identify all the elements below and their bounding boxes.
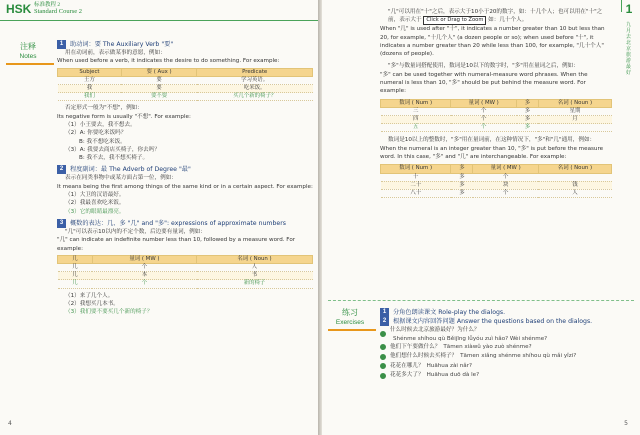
table-cell: 月 xyxy=(538,116,611,124)
page-number-right: 5 xyxy=(624,420,628,427)
section-1-negative-en: Its negative form is usually "不想". For example: xyxy=(57,113,191,120)
table-cell: 四 xyxy=(381,116,451,124)
section-1-intro-en: When used before a verb, it indicates the desire to do something. For example: xyxy=(57,58,280,65)
table-cell: 钱 xyxy=(538,181,611,189)
paragraph-1-cn-text: "几"可以用在"十"之后，表示大于10小于20的数字，如：十几个人；也可以用在"十"之前，表示大于 xyxy=(388,9,603,24)
table-header-cell: 多 xyxy=(517,99,539,107)
table-cell: 个 xyxy=(451,124,517,132)
table-cell: 个 xyxy=(451,116,517,124)
table-cell: 本 xyxy=(92,272,196,280)
question-item xyxy=(380,326,612,343)
table-cell: 多 xyxy=(517,124,539,132)
table-cell: 多 xyxy=(451,181,473,189)
table-cell: 个 xyxy=(92,264,196,272)
table-cell: 新的椅子 xyxy=(197,280,313,288)
table-cell: 星期 xyxy=(538,107,611,115)
example-line: （2）A: 你要吃米饭吗？ xyxy=(65,130,127,137)
table-cell: 买几个新的椅子？ xyxy=(197,93,313,101)
section-1-number: 1 xyxy=(57,40,66,49)
example-line: （2）我最喜欢吃米饭。 xyxy=(65,200,125,207)
table-cell: 多 xyxy=(517,107,539,115)
section-3-number: 3 xyxy=(57,219,66,228)
example-line: （1）大卫的汉语最好。 xyxy=(65,192,125,199)
table-cell: 个 xyxy=(92,280,196,288)
paragraph-3-cn: 数词是10以上的整数时，"多"用在量词前，在这种情况下，"多"和"几"通用，例如： xyxy=(388,137,596,144)
bullet-dot-icon xyxy=(380,363,386,369)
table-header-cell: 名词 ( Noun ) xyxy=(538,165,611,173)
table-row xyxy=(381,116,612,124)
table-cell: 几 xyxy=(58,272,93,280)
exercises-label-en: Exercises xyxy=(335,319,365,326)
exercises-content xyxy=(380,308,612,381)
question-cn: 他们下午要做什么？ xyxy=(390,343,441,350)
exercises-label xyxy=(328,308,372,328)
chapter-number: 1 xyxy=(625,2,633,16)
table-cell: 二十 xyxy=(381,181,451,189)
table-row xyxy=(381,173,612,181)
table-header-cell: 名词 ( Noun ) xyxy=(197,255,313,263)
header-rule xyxy=(0,20,318,21)
paragraph-2-en: "多" can be used together with numeral-measure word phrases. When the numeral is less than 10, "多" should be put behind the measure word. For example: xyxy=(380,71,588,95)
question-item xyxy=(380,371,612,381)
table-cell: 我 xyxy=(58,85,122,93)
grammar-continued xyxy=(380,8,612,201)
table-row xyxy=(381,124,612,132)
table-cell: 几 xyxy=(58,264,93,272)
notes-label-en: Notes xyxy=(19,53,37,60)
example-line: B: 我不去，我不想买椅子。 xyxy=(79,155,149,162)
table-header-cell: 名词 ( Noun ) xyxy=(538,99,611,107)
table-cell: 个 xyxy=(451,107,517,115)
page-number-left: 4 xyxy=(8,420,12,427)
table-header-row xyxy=(58,255,313,263)
section-3-table xyxy=(57,255,313,289)
table-cell: 八十 xyxy=(381,189,451,197)
table-cell: 我们 xyxy=(58,93,122,101)
table-cell: 吃米饭。 xyxy=(197,85,313,93)
table-cell: 几 xyxy=(58,280,93,288)
section-1-header xyxy=(57,40,313,49)
table-cell: 五 xyxy=(381,124,451,132)
example-line: （3）它的眼睛最漂亮。 xyxy=(65,208,125,215)
exercise-2-title: 根据课文内容回答问题 Answer the questions based on the dialogs. xyxy=(393,318,593,325)
table-header-cell: Subject xyxy=(58,68,122,76)
right-page xyxy=(322,0,640,435)
question-pinyin: Tāmen xiǎng shénme shíhou qù mǎi yǐzi? xyxy=(460,353,577,359)
table-cell: 十 xyxy=(381,173,451,181)
table-cell: 要不要 xyxy=(121,93,196,101)
section-1-table xyxy=(57,68,313,102)
notes-rule xyxy=(6,63,54,65)
table-cell: 人 xyxy=(197,264,313,272)
table-header-row xyxy=(58,68,313,76)
table-row xyxy=(58,76,313,84)
table-header-cell: 几 xyxy=(58,255,93,263)
exercises-label-cn: 练习 xyxy=(342,308,358,317)
section-1-negative-cn: 否定形式一般为"不想"，例如： xyxy=(65,105,143,112)
duo-table-1 xyxy=(380,99,612,133)
left-page xyxy=(0,0,318,435)
table-row xyxy=(58,272,313,280)
question-pinyin: Shénme shíhou qù Běijīng lǚyóu zuì hǎo? Wèi shénme? xyxy=(393,335,548,342)
table-row xyxy=(58,85,313,93)
table-cell: 要 xyxy=(121,76,196,84)
paragraph-2-cn: "多"与数量词搭配使用，数词是10以下的数字时，"多"用在量词之后，例如： xyxy=(388,63,579,70)
exercise-1-number: 1 xyxy=(380,308,389,317)
section-3-header xyxy=(57,219,313,228)
question-pinyin: Huāhua zài nǎr? xyxy=(426,362,472,369)
course-title-en: Standard Course 2 xyxy=(34,7,83,15)
section-2-header xyxy=(57,165,313,174)
example-line: （2）我想买几本书。 xyxy=(65,300,119,307)
section-1-title: 助动词：要 The Auxiliary Verb "要" xyxy=(70,41,174,48)
question-cn: 什么时候去北京旅游最好？为什么？ xyxy=(390,327,480,333)
table-header-row xyxy=(381,99,612,107)
bullet-dot-icon xyxy=(380,354,386,360)
table-header-cell: 要 ( Aux ) xyxy=(121,68,196,76)
table-cell: 人 xyxy=(538,189,611,197)
bullet-dot-icon xyxy=(380,344,386,350)
example-line: （3）我们要不要买几个新的椅子？ xyxy=(65,309,153,316)
section-3-intro-en: "几" can indicate an indefinite number less than 10, followed by a measure word. For example: xyxy=(57,237,296,252)
example-line: （3）A: 我要去商店买椅子，你去吗？ xyxy=(65,146,160,153)
course-title-cn: 标准教程 2 xyxy=(34,2,61,8)
table-cell: 个 xyxy=(473,189,539,197)
bullet-dot-icon xyxy=(380,331,386,337)
exercise-1-header xyxy=(380,308,612,317)
section-2-intro-cn: 表示在同类事物中或某方面占第一位，例如： xyxy=(65,175,177,182)
table-row xyxy=(381,107,612,115)
exercise-1-title: 分角色朗读课文 Role-play the dialogs. xyxy=(393,309,506,316)
table-header-cell: 量词 ( MW ) xyxy=(473,165,539,173)
table-header-cell: 数词 ( Num ) xyxy=(381,165,451,173)
question-item xyxy=(380,352,612,362)
section-1-intro-cn: 用在动词前，表示做某事的意愿，例如： xyxy=(65,50,166,56)
table-row xyxy=(58,93,313,101)
example-line: （1）来了几个人。 xyxy=(65,292,114,299)
question-cn: 花花在哪儿？ xyxy=(390,362,424,369)
question-item xyxy=(380,362,612,372)
table-row xyxy=(381,181,612,189)
question-cn: 花花多大了？ xyxy=(390,372,424,378)
table-cell: 学习英语。 xyxy=(197,76,313,84)
table-cell xyxy=(538,124,611,132)
section-2-number: 2 xyxy=(57,165,66,174)
example-line: B: 我不想吃米饭。 xyxy=(79,138,126,145)
table-row xyxy=(381,189,612,197)
table-cell: 多 xyxy=(517,116,539,124)
course-title xyxy=(34,2,82,15)
question-pinyin: Huāhua duō dà le? xyxy=(426,372,480,378)
table-row xyxy=(58,264,313,272)
table-cell: 多 xyxy=(451,173,473,181)
section-2-title: 程度副词：最 The Adverb of Degree "最" xyxy=(70,166,191,174)
table-cell: 三 xyxy=(381,107,451,115)
section-2-intro-en: It means being the first among things of the same kind or in a certain aspect. For example: xyxy=(57,183,313,190)
question-item xyxy=(380,343,612,353)
table-row xyxy=(58,280,313,288)
exercises-separator xyxy=(328,300,634,301)
table-cell: 个 xyxy=(473,173,539,181)
table-cell xyxy=(538,173,611,181)
exercise-2-header xyxy=(380,317,612,326)
question-cn: 他们想什么时候去买椅子？ xyxy=(390,353,458,359)
paragraph-1-en: When "几" is used after "十", it indicates a number greater than 10 but less than 20, for example, "十几个人" (a dozen people or so); when used before "十", it indicates a number greater than 20 while less than 100, for example, "几十个人" (dozens of people). xyxy=(380,26,605,58)
duo-table-2 xyxy=(380,164,612,198)
table-header-cell: 量词 ( MW ) xyxy=(451,99,517,107)
exercise-2-number: 2 xyxy=(380,317,389,326)
exercises-rule xyxy=(328,329,376,331)
table-header-cell: Predicate xyxy=(197,68,313,76)
table-header-cell: 量词 ( MW ) xyxy=(92,255,196,263)
notes-label xyxy=(6,42,50,62)
table-cell: 书 xyxy=(197,272,313,280)
zoom-tooltip[interactable]: Click or Drag to Zoom xyxy=(423,16,486,25)
bullet-dot-icon xyxy=(380,373,386,379)
paragraph-1-cn xyxy=(380,8,612,25)
table-header-cell: 数词 ( Num ) xyxy=(381,99,451,107)
table-header-row xyxy=(381,165,612,173)
table-cell: 要 xyxy=(121,85,196,93)
paragraph-3-en: When the numeral is an integer greater than 10, "多" is put before the measure word. In this case, "多" and "几" are interchangeable. For example: xyxy=(380,145,604,161)
section-3-intro-cn: "几"可以表示10以内的不定个数，后边要有量词，例如： xyxy=(65,228,206,235)
table-header-cell: 多 xyxy=(451,165,473,173)
table-cell: 王方 xyxy=(58,76,122,84)
chapter-title: 九月去北京旅游最好 xyxy=(626,22,632,76)
section-3-title: 概数的表达：几、多 "几" and "多": expressions of approximate numbers xyxy=(70,219,286,227)
example-line: （1）小王要去，我不想去。 xyxy=(65,122,136,128)
notes-label-cn: 注释 xyxy=(20,42,36,51)
notes-content xyxy=(57,40,313,317)
question-pinyin: Tāmen xiàwǔ yào zuò shénme? xyxy=(443,343,532,350)
paragraph-1-cn-end: 如：几十个人。 xyxy=(488,17,528,24)
hsk-logo: HSK xyxy=(6,2,32,16)
table-cell: 多 xyxy=(451,189,473,197)
table-cell: 块 xyxy=(473,181,539,189)
